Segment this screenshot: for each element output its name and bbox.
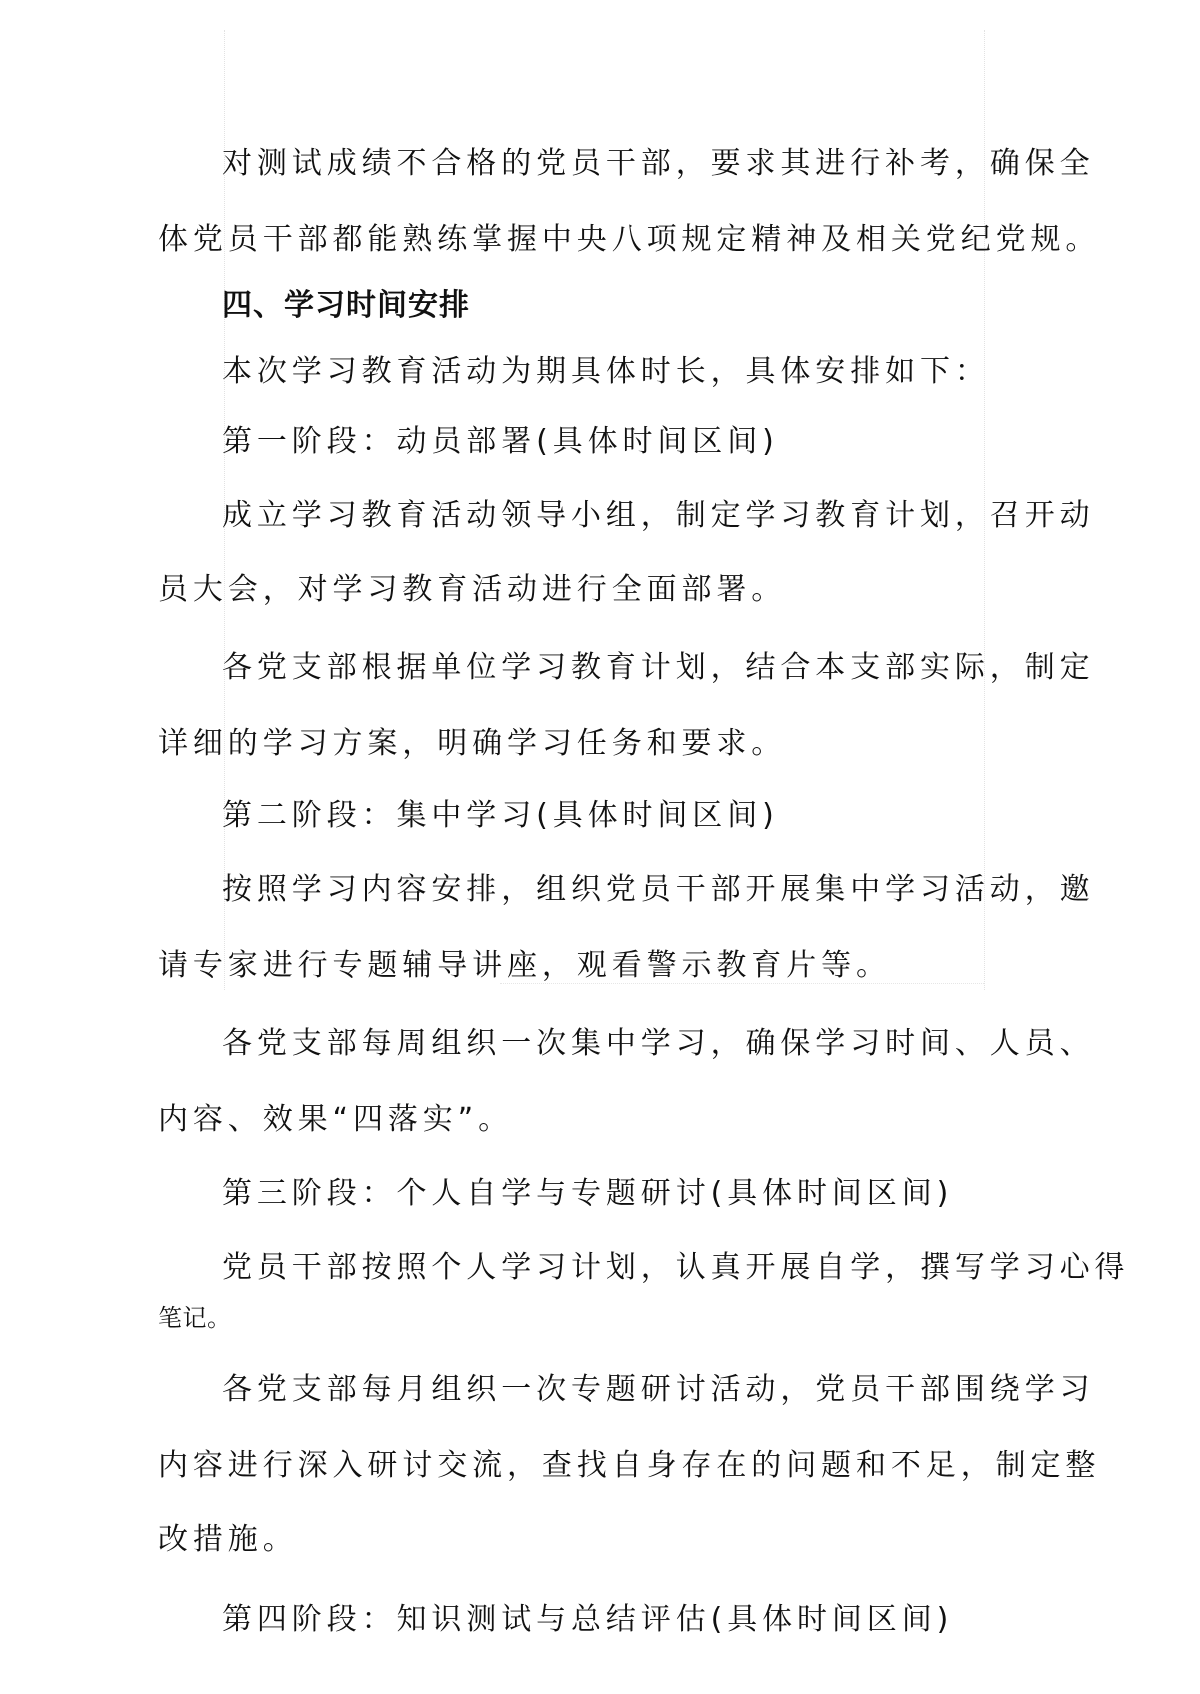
paragraph-line: 改措施。: [158, 1522, 298, 1557]
paragraph-line: 成立学习教育活动领导小组，制定学习教育计划，召开动: [222, 498, 1095, 533]
paragraph-line: 按照学习内容安排，组织党员干部开展集中学习活动，邀: [222, 872, 1095, 907]
paragraph-line: 各党支部每周组织一次集中学习，确保学习时间、人员、: [222, 1026, 1095, 1061]
paragraph-line: 体党员干部都能熟练掌握中央八项规定精神及相关党纪党规。: [158, 222, 1101, 257]
paragraph-line: 各党支部根据单位学习教育计划，结合本支部实际，制定: [222, 650, 1095, 685]
stage-heading: 第二阶段：集中学习(具体时间区间): [222, 798, 779, 833]
paragraph-line: 对测试成绩不合格的党员干部，要求其进行补考，确保全: [222, 146, 1095, 181]
paragraph-line: 笔记。: [158, 1304, 232, 1332]
paragraph-line: 党员干部按照个人学习计划，认真开展自学，撰写学习心得: [222, 1250, 1130, 1285]
paragraph-line: 内容、效果“四落实”。: [158, 1102, 513, 1137]
paragraph-line: 详细的学习方案，明确学习任务和要求。: [158, 726, 787, 761]
section-heading: 四、学习时间安排: [222, 288, 470, 323]
stage-heading: 第三阶段：个人自学与专题研讨(具体时间区间): [222, 1176, 954, 1211]
paragraph-line: 内容进行深入研讨交流，查找自身存在的问题和不足，制定整: [158, 1448, 1101, 1483]
paragraph-line: 员大会，对学习教育活动进行全面部署。: [158, 572, 787, 607]
stage-heading: 第一阶段：动员部署(具体时间区间): [222, 424, 779, 459]
paragraph-line: 请专家进行专题辅导讲座，观看警示教育片等。: [158, 948, 891, 983]
paragraph-line: 各党支部每月组织一次专题研讨活动，党员干部围绕学习: [222, 1372, 1095, 1407]
stage-heading: 第四阶段：知识测试与总结评估(具体时间区间): [222, 1602, 954, 1637]
paragraph-line: 本次学习教育活动为期具体时长，具体安排如下：: [222, 354, 990, 389]
